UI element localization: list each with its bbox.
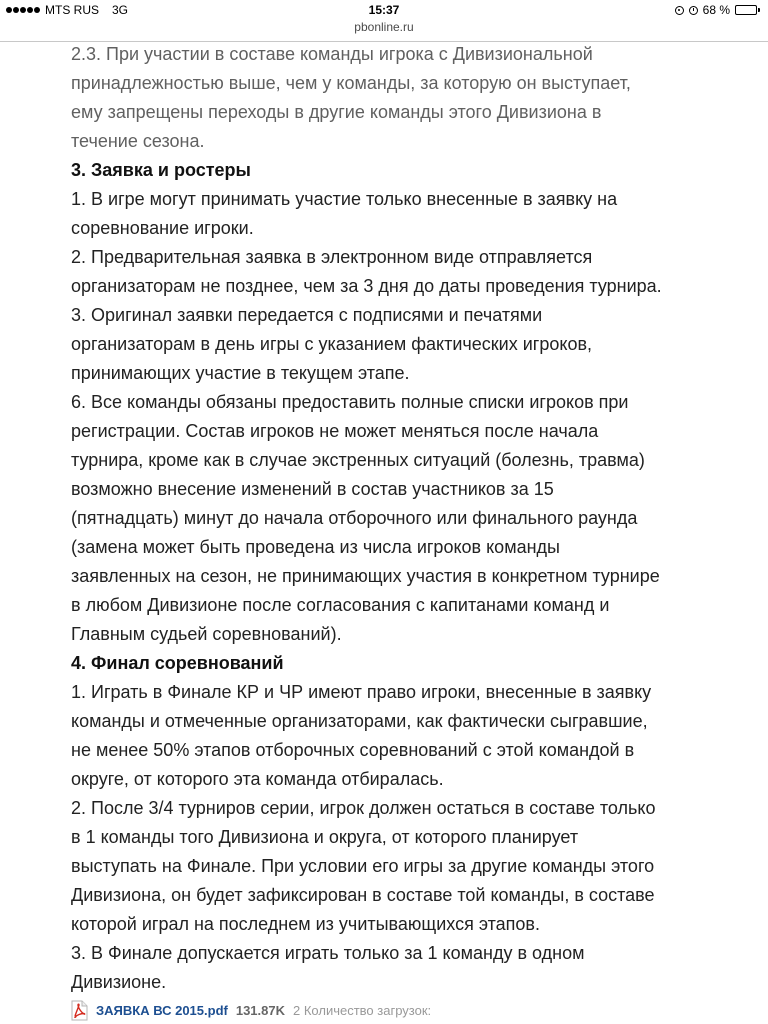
text-line: Дивизионе.: [71, 972, 167, 992]
address-bar[interactable]: [0, 19, 768, 42]
text-line: 3. Оригинал заявки передается с подписями и печатями: [71, 305, 543, 325]
text-line: не менее 50% этапов отборочных соревнований с этой командой в: [71, 740, 635, 760]
section-3-item-1: [71, 185, 761, 243]
text-line: организаторам в день игры с указанием фактических игроков,: [71, 334, 593, 354]
text-line: возможно внесение изменений в состав участников за 15: [71, 479, 554, 499]
attachment-row: [71, 998, 431, 1022]
text-line: (пятнадцать) минут до начала отборочного или финального раунда: [71, 508, 638, 528]
section-3-item-2: [71, 243, 761, 301]
text-line: турнира, кроме как в случае экстренных ситуаций (болезнь, травма): [71, 450, 645, 470]
alarm-icon: [689, 6, 698, 15]
text-line: 2.3. При участии в составе команды игрока с Дивизиональной: [71, 44, 593, 64]
text-line: 1. В игре могут принимать участие только внесенные в заявку на: [71, 189, 618, 209]
text-line: течение сезона.: [71, 131, 205, 151]
text-line: соревнование игроки.: [71, 218, 254, 238]
text-line: 6. Все команды обязаны предоставить полные списки игроков при: [71, 392, 629, 412]
section-2-3: [71, 40, 761, 156]
text-line: 3. В Финале допускается играть только за 1 команду в одном: [71, 943, 585, 963]
text-line: 2. Предварительная заявка в электронном виде отправляется: [71, 247, 593, 267]
text-line: принимающих участие в текущем этапе.: [71, 363, 410, 383]
text-line: в любом Дивизионе после согласования с капитанами команд и: [71, 595, 610, 615]
attachment-size: 131.87K: [235, 1002, 285, 1018]
text-line: ему запрещены переходы в другие команды этого Дивизиона в: [71, 102, 602, 122]
status-bar-right: [675, 3, 760, 17]
clock: 15:37: [368, 3, 400, 17]
pdf-icon[interactable]: [71, 1000, 88, 1021]
section-4-item-2: [71, 794, 761, 939]
text-line: 2. После 3/4 турниров серии, игрок должен остаться в составе только: [71, 798, 656, 818]
text-line: Дивизиона, он будет зафиксирован в составе той команды, в составе: [71, 885, 655, 905]
orientation-lock-icon: [675, 6, 684, 15]
url-domain[interactable]: pbonline.ru: [354, 20, 414, 34]
text-line: команды и отмеченные организаторами, как фактически сыгравшие,: [71, 711, 648, 731]
section-4-heading: 4. Финал соревнований: [71, 653, 284, 673]
section-3-item-6: [71, 388, 761, 649]
text-line: Главным судьей соревнований).: [71, 624, 342, 644]
text-line: заявленных на сезон, не принимающих участия в конкретном турнире: [71, 566, 660, 586]
carrier-name: MTS RUS: [45, 3, 99, 17]
text-line: в 1 команды того Дивизиона и округа, от которого планирует: [71, 827, 579, 847]
section-4-item-3: [71, 939, 761, 997]
section-4-item-1: [71, 678, 761, 794]
battery-percent: 68 %: [702, 3, 730, 17]
status-bar: [0, 0, 768, 20]
attachment-link[interactable]: ЗАЯВКА ВС 2015.pdf: [96, 1002, 228, 1018]
text-line: выступать на Финале. При условии его игры за другие команды этого: [71, 856, 655, 876]
attachment-downloads: 2 Количество загрузок:: [293, 1002, 432, 1018]
text-line: 1. Играть в Финале КР и ЧР имеют право игроки, внесенные в заявку: [71, 682, 652, 702]
text-line: которой играл на последнем из учитывающихся этапов.: [71, 914, 540, 934]
battery-icon: [735, 5, 760, 15]
network-type: 3G: [112, 3, 129, 17]
article-content: [71, 40, 761, 997]
text-line: регистрации. Состав игроков не может меняться после начала: [71, 421, 599, 441]
section-3-heading: 3. Заявка и ростеры: [71, 160, 251, 180]
section-3-item-3: [71, 301, 761, 388]
text-line: (замена может быть проведена из числа игроков команды: [71, 537, 560, 557]
text-line: организаторам не позднее, чем за 3 дня до даты проведения турнира.: [71, 276, 662, 296]
text-line: округе, от которого эта команда отбиралась.: [71, 769, 444, 789]
text-line: принадлежностью выше, чем у команды, за которую он выступает,: [71, 73, 631, 93]
